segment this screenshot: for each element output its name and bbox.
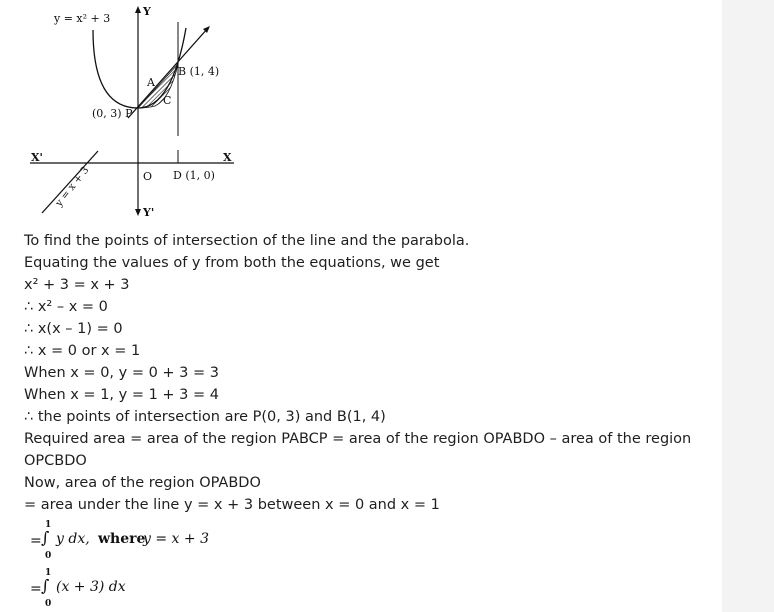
text-line: = area under the line y = x + 3 between x = 0 and x = 1	[24, 497, 440, 513]
y-axis-label: Y	[143, 5, 151, 18]
upper-limit: 1	[45, 568, 52, 578]
text-line: OPCBDO	[24, 453, 87, 469]
text-line: ∴ x = 0 or x = 1	[24, 343, 141, 359]
text-line: ∴ x² – x = 0	[24, 299, 108, 315]
integral-expression-1	[24, 518, 324, 562]
integrand: (x + 3) dx	[56, 579, 126, 595]
point-a-label: A	[147, 76, 155, 89]
text-line: When x = 0, y = 0 + 3 = 3	[24, 365, 219, 381]
text-line: When x = 1, y = 1 + 3 = 4	[24, 387, 219, 403]
equals-sign: =	[30, 581, 42, 597]
equals-sign: =	[30, 533, 42, 549]
origin-label: O	[143, 170, 153, 183]
point-c-label: C	[163, 94, 172, 107]
curve-label: y = x² + 3	[54, 12, 111, 25]
integral-expression-2	[24, 566, 324, 612]
text-line: x² + 3 = x + 3	[24, 277, 130, 293]
condition: y = x + 3	[143, 531, 209, 547]
side-panel	[722, 0, 774, 612]
lower-limit: 0	[45, 551, 52, 561]
upper-limit: 1	[45, 520, 52, 530]
point-b-label: B (1, 4)	[178, 65, 220, 78]
integral-sign: ∫	[41, 576, 50, 595]
y-axis-arrow	[135, 6, 141, 13]
text-line: Required area = area of the region PABCP = area of the region OPABDO – area of the region	[24, 431, 692, 447]
integrand: y dx,	[56, 531, 90, 547]
text-line: Now, area of the region OPABDO	[24, 475, 261, 491]
x-neg-axis-label: X'	[31, 151, 43, 164]
y-axis-neg-arrow	[135, 209, 141, 216]
text-line: To find the points of intersection of the line and the parabola.	[24, 233, 470, 249]
graph-figure	[20, 0, 260, 225]
text-line: ∴ the points of intersection are P(0, 3) and B(1, 4)	[24, 409, 386, 425]
line-label: y = x + 3	[53, 164, 92, 209]
point-d-label: D (1, 0)	[173, 169, 215, 182]
y-neg-axis-label: Y'	[143, 206, 155, 219]
where-word: where	[98, 531, 146, 547]
shaded-region	[138, 64, 178, 108]
point-p-label: (0, 3) P	[92, 107, 133, 120]
integral-sign: ∫	[41, 528, 50, 547]
text-line: Equating the values of y from both the equations, we get	[24, 255, 440, 271]
x-axis-label: X	[223, 151, 232, 164]
lower-limit: 0	[45, 599, 52, 609]
text-line: ∴ x(x – 1) = 0	[24, 321, 123, 337]
